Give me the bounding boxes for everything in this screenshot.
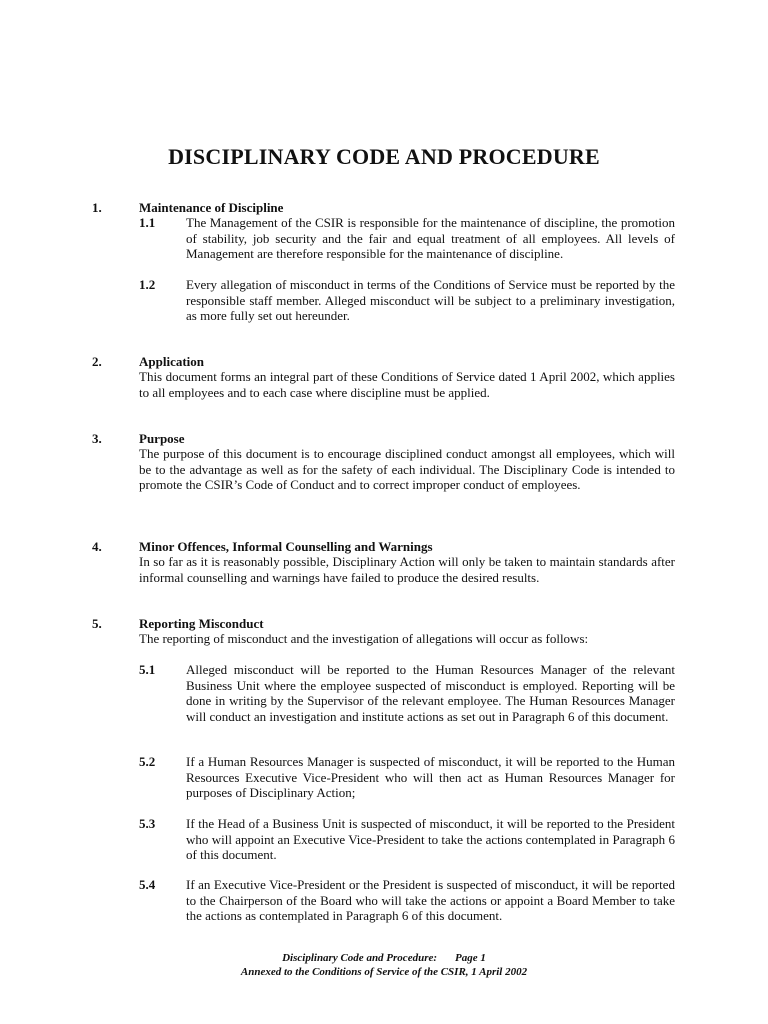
subsection-1-1-text: The Management of the CSIR is responsible for the maintenance of discipline, the promotion of stability, job security and the fair and equal treatment of all employees. All levels of Management are therefore responsible for the maintenance of discipline. bbox=[186, 215, 675, 261]
subsection-1-1-number: 1.1 bbox=[139, 215, 156, 230]
subsection-1-2-text: Every allegation of misconduct in terms of the Conditions of Service must be reported by the responsible staff member. Alleged misconduct will be subject to a preliminary investigation, as more fully set out hereunder. bbox=[186, 277, 675, 323]
footer-doc-name: Disciplinary Code and Procedure: bbox=[282, 952, 438, 964]
subsection-5-4-text: If an Executive Vice-President or the President is suspected of misconduct, it will be reported to the Chairperson of the Board who will take the actions or appoint a Board Member to take the actions as contemplated in Paragraph 6 of this document. bbox=[186, 877, 675, 923]
subsection-5-2-text: If a Human Resources Manager is suspected of misconduct, it will be reported to the Human Resources Executive Vice-President who will then act as Human Resources Manager for purposes of Disciplinary Action; bbox=[186, 754, 675, 800]
subsection-5-1-number: 5.1 bbox=[139, 662, 156, 677]
page-title: DISCIPLINARY CODE AND PROCEDURE bbox=[168, 144, 600, 169]
page-footer-line-1 bbox=[0, 952, 768, 965]
section-4-body: In so far as it is reasonably possible, Disciplinary Action will only be taken to maintain standards after informal counselling and warnings have failed to produce the desired results. bbox=[139, 554, 675, 585]
section-5-heading: Reporting Misconduct bbox=[139, 616, 264, 631]
section-4-number: 4. bbox=[92, 539, 102, 554]
footer-page-label: Page 1 bbox=[455, 952, 486, 964]
subsection-5-1-text: Alleged misconduct will be reported to the Human Resources Manager of the relevant Business Unit where the employee suspected of misconduct is employed. Reporting will be done in writing by the Supervisor of the relevant employee. The Human Resources Manager will conduct an investigation and institute actions as set out in Paragraph 6 of this document. bbox=[186, 662, 675, 724]
section-5-number: 5. bbox=[92, 616, 102, 631]
subsection-5-2-number: 5.2 bbox=[139, 754, 156, 769]
section-2-number: 2. bbox=[92, 354, 102, 369]
footer-annex-line: Annexed to the Conditions of Service of the CSIR, 1 April 2002 bbox=[240, 966, 528, 978]
section-5-body: The reporting of misconduct and the investigation of allegations will occur as follows: bbox=[139, 631, 589, 646]
section-2-heading: Application bbox=[139, 354, 205, 369]
subsection-5-4-number: 5.4 bbox=[139, 877, 156, 892]
subsection-5-3-number: 5.3 bbox=[139, 816, 156, 831]
section-3-number: 3. bbox=[92, 431, 102, 446]
section-2-body: This document forms an integral part of these Conditions of Service dated 1 April 2002, which applies to all employees and to each case where discipline must be applied. bbox=[139, 369, 675, 400]
section-1-number: 1. bbox=[92, 200, 102, 215]
section-1-heading: Maintenance of Discipline bbox=[139, 200, 284, 215]
subsection-1-2-number: 1.2 bbox=[139, 277, 156, 292]
section-3-body: The purpose of this document is to encourage disciplined conduct amongst all employees, which will be to the advantage as well as for the safety of each individual. The Disciplinary Code is intended to promote the CSIR’s Code of Conduct and to correct improper conduct of employees. bbox=[139, 446, 675, 492]
subsection-5-3-text: If the Head of a Business Unit is suspected of misconduct, it will be reported to the President who will appoint an Executive Vice-President to take the actions contemplated in Paragraph 6 of this document. bbox=[186, 816, 675, 862]
section-4-heading: Minor Offences, Informal Counselling and Warnings bbox=[139, 539, 433, 554]
section-3-heading: Purpose bbox=[139, 431, 185, 446]
